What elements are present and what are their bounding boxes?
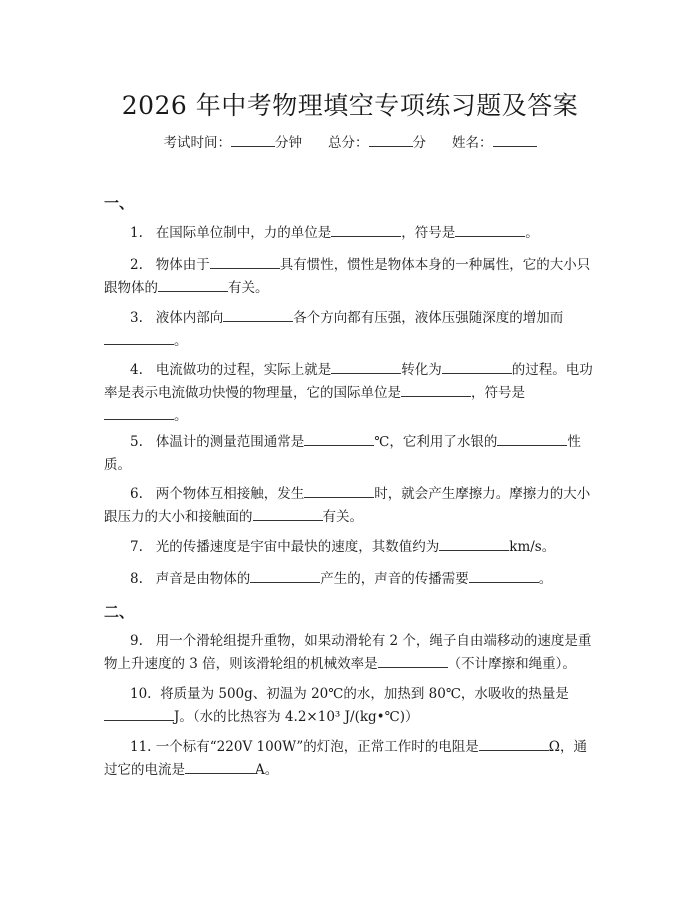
score-unit: 分 (412, 135, 426, 151)
answer-blank[interactable] (455, 223, 525, 237)
question-9: 9. 用一个滑轮组提升重物，如果动滑轮有 2 个，绳子自由端移动的速度是重 物上升速度的 3 倍，则该滑轮组的机械效率是 （不计摩擦和绳重）。 (104, 633, 592, 672)
answer-blank[interactable] (304, 484, 374, 498)
answer-blank[interactable] (210, 255, 280, 269)
answer-blank[interactable] (104, 406, 174, 420)
answer-blank[interactable] (439, 537, 509, 551)
name-label: 姓名： (452, 135, 493, 151)
question-8: 8. 声音是由物体的 产生的，声音的传播需要 。 (130, 571, 553, 587)
score-blank[interactable] (369, 133, 413, 147)
question-10: 10. 将质量为 500g、初温为 20℃的水，加热到 80℃，水吸收的热量是 J。（水的比热容为 4.2×10³ J/(kg•℃)） (104, 683, 594, 729)
question-3: 3. 液体内部向 各个方向都有压强，液体压强随深度的增加而 。 (104, 307, 594, 353)
exam-meta (0, 131, 700, 151)
question-1: 1. 在国际单位制中，力的单位是 ，符号是 。 (130, 225, 539, 241)
answer-blank[interactable] (331, 223, 401, 237)
score-label: 总分： (328, 135, 369, 151)
page-title: 2026 年中考物理填空专项练习题及答案 (121, 91, 579, 120)
answer-blank[interactable] (378, 654, 448, 668)
answer-blank[interactable] (331, 360, 401, 374)
answer-blank[interactable] (469, 569, 539, 583)
question-2: 2. 物体由于 具有惯性，惯性是物体本身的一种属性，它的大小只 跟物体的 有关。 (104, 257, 591, 296)
question-5: 5. 体温计的测量范围通常是 ℃，它利用了水银的 性 质。 (104, 434, 581, 473)
time-blank[interactable] (231, 133, 275, 147)
answer-blank[interactable] (401, 383, 471, 397)
time-label: 考试时间： (163, 135, 231, 151)
answer-blank[interactable] (185, 760, 255, 774)
answer-blank[interactable] (223, 308, 293, 322)
name-blank[interactable] (493, 133, 537, 147)
answer-blank[interactable] (158, 278, 228, 292)
question-6: 6. 两个物体互相接触，发生 时，就会产生摩擦力。摩擦力的大小 跟压力的大小和接触面的 有关。 (104, 486, 591, 525)
section-heading: 二、 (104, 603, 135, 621)
answer-blank[interactable] (253, 507, 323, 521)
answer-blank[interactable] (104, 331, 174, 345)
answer-blank[interactable] (304, 432, 374, 446)
section-heading: 一、 (104, 194, 135, 212)
time-unit: 分钟 (275, 135, 302, 151)
answer-blank[interactable] (104, 707, 174, 721)
question-4: 4. 电流做功的过程，实际上就是 转化为 的过程。电功 率是表示电流做功快慢的物理量，它的国际单位是 ，符号是 。 (104, 362, 593, 424)
answer-blank[interactable] (479, 737, 549, 751)
answer-blank[interactable] (442, 360, 512, 374)
answer-blank[interactable] (250, 569, 320, 583)
answer-blank[interactable] (497, 432, 567, 446)
question-7: 7. 光的传播速度是宇宙中最快的速度，其数值约为 km/s。 (130, 539, 556, 555)
question-11: 11. 一个标有“220V 100W”的灯泡，正常工作时的电阻是 Ω，通 过它的电流是 A。 (104, 739, 587, 778)
